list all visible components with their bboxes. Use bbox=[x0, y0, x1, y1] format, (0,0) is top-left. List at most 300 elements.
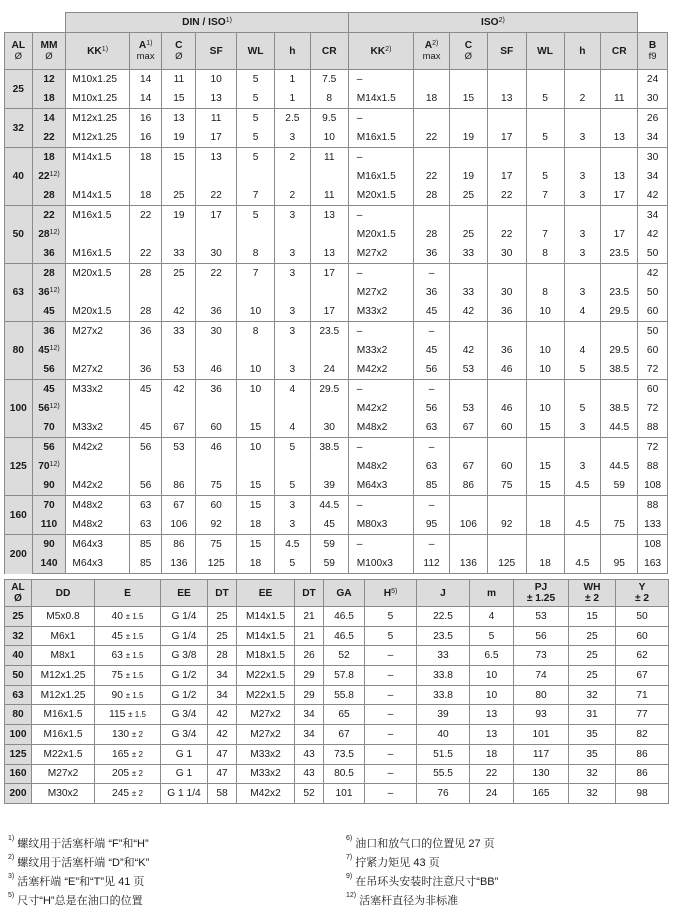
table-cell: 3 bbox=[564, 418, 601, 438]
table-cell: 23.5 bbox=[601, 244, 638, 264]
table-cell: M27x2 bbox=[237, 725, 295, 745]
column-header-sub: Ø bbox=[14, 51, 22, 62]
footnote-text: 油口和放气口的位置见 27 页 bbox=[355, 838, 495, 850]
table-cell: 2 bbox=[274, 148, 310, 168]
table-cell: 50 bbox=[638, 244, 668, 264]
table-cell: – bbox=[348, 148, 413, 168]
table-cell: 33 bbox=[449, 244, 487, 264]
column-header-text: AL bbox=[11, 40, 26, 51]
e-value: 205 bbox=[112, 768, 130, 780]
bore-al-cell: 25 bbox=[5, 607, 32, 627]
bore-al-cell: 32 bbox=[5, 109, 33, 148]
table-cell bbox=[274, 283, 310, 302]
column-header bbox=[569, 580, 616, 607]
table-cell: 36 bbox=[414, 244, 450, 264]
table-row bbox=[5, 607, 669, 627]
table-cell: 39 bbox=[310, 476, 348, 496]
table-cell bbox=[237, 225, 275, 244]
table-cell: M64x3 bbox=[66, 554, 129, 574]
table-cell bbox=[129, 167, 162, 186]
table-cell: 62 bbox=[616, 646, 669, 666]
table-cell: 86 bbox=[162, 476, 196, 496]
table-cell bbox=[449, 264, 487, 284]
table-cell: 88 bbox=[638, 496, 668, 516]
table-cell bbox=[162, 457, 196, 476]
rod-mm-cell bbox=[32, 244, 66, 264]
rod-mm-cell bbox=[32, 264, 66, 284]
group-iso-sup: 2) bbox=[498, 17, 505, 24]
table-cell: G 1/2 bbox=[161, 685, 208, 705]
rod-mm-footnote: 12) bbox=[49, 229, 60, 236]
table-cell: 18 bbox=[470, 744, 514, 764]
table-cell bbox=[449, 380, 487, 400]
table-cell bbox=[449, 70, 487, 90]
rod-mm-value: 36 bbox=[43, 326, 55, 337]
table-cell: 10 bbox=[526, 302, 564, 322]
table-cell: 3 bbox=[274, 302, 310, 322]
table-cell: M12x1.25 bbox=[32, 685, 95, 705]
table-cell: – bbox=[365, 784, 417, 804]
table-cell: 56 bbox=[514, 626, 569, 646]
table-cell: M64x3 bbox=[66, 535, 129, 555]
column-header bbox=[449, 33, 487, 70]
table-row bbox=[5, 360, 668, 380]
table-cell: 25 bbox=[569, 646, 616, 666]
table-cell: – bbox=[348, 438, 413, 458]
table-cell: 43 bbox=[295, 764, 324, 784]
table-cell bbox=[162, 283, 196, 302]
table-cell: 42 bbox=[208, 725, 237, 745]
table-row bbox=[5, 148, 668, 168]
table-row bbox=[5, 128, 668, 148]
table-cell bbox=[526, 535, 564, 555]
column-header bbox=[348, 33, 413, 70]
table-cell: 25 bbox=[569, 626, 616, 646]
table-cell: 5 bbox=[237, 128, 275, 148]
table-cell: 1 bbox=[274, 89, 310, 109]
table-cell: – bbox=[365, 725, 417, 745]
table-cell: 60 bbox=[638, 380, 668, 400]
table-cell: 80.5 bbox=[324, 764, 365, 784]
table-row bbox=[5, 685, 669, 705]
table-cell bbox=[129, 283, 162, 302]
table-cell bbox=[129, 399, 162, 418]
e-value: 130 bbox=[112, 728, 130, 740]
table-cell: M22x1.5 bbox=[237, 666, 295, 686]
table-cell: 39 bbox=[417, 705, 470, 725]
table-cell bbox=[601, 109, 638, 129]
rod-mm-value: 18 bbox=[43, 93, 55, 104]
table-cell: 71 bbox=[616, 685, 669, 705]
table-cell: M20x1.5 bbox=[348, 225, 413, 244]
bore-al-cell: 200 bbox=[5, 535, 33, 574]
table-cell bbox=[129, 341, 162, 360]
rod-mm-value: 90 bbox=[43, 480, 55, 491]
column-header-text: Y bbox=[638, 582, 646, 593]
table-cell: 59 bbox=[310, 535, 348, 555]
table-cell: 22 bbox=[196, 264, 237, 284]
table-cell: 5 bbox=[274, 554, 310, 574]
column-header-text: WH bbox=[583, 582, 601, 593]
table-cell: 45 bbox=[414, 341, 450, 360]
e-tolerance: ± 2 bbox=[131, 729, 143, 739]
footnotes-left bbox=[8, 835, 149, 911]
table-cell: 18 bbox=[237, 554, 275, 574]
column-header bbox=[526, 33, 564, 70]
table-cell: 17 bbox=[487, 167, 526, 186]
rod-mm-cell bbox=[32, 399, 66, 418]
table-cell bbox=[487, 322, 526, 342]
table-cell: 112 bbox=[414, 554, 450, 574]
table-cell: 22 bbox=[487, 186, 526, 206]
table-cell: 10 bbox=[470, 685, 514, 705]
table-cell: 11 bbox=[310, 186, 348, 206]
rod-mm-value: 70 bbox=[38, 461, 50, 472]
table-cell: 34 bbox=[295, 705, 324, 725]
footnote-text: 活塞杆直径为非标准 bbox=[359, 895, 459, 907]
footnote-number: 12) bbox=[346, 892, 357, 899]
column-header bbox=[514, 580, 569, 607]
rod-mm-value: 56 bbox=[43, 364, 55, 375]
table-cell: M14x1.5 bbox=[66, 186, 129, 206]
column-header-text: KK bbox=[87, 45, 102, 57]
table-cell bbox=[129, 225, 162, 244]
column-header bbox=[295, 580, 324, 607]
table-cell bbox=[237, 399, 275, 418]
table-cell: 86 bbox=[449, 476, 487, 496]
table-cell bbox=[564, 264, 601, 284]
e-tolerance: ± 1.5 bbox=[125, 651, 144, 661]
table-cell: 35 bbox=[569, 725, 616, 745]
table-cell: – bbox=[348, 264, 413, 284]
column-header bbox=[417, 580, 470, 607]
table-cell: 30 bbox=[638, 148, 668, 168]
table-cell: 11 bbox=[310, 148, 348, 168]
table-row bbox=[5, 476, 668, 496]
rod-mm-value: 56 bbox=[43, 442, 55, 453]
table-cell: M42x2 bbox=[66, 476, 129, 496]
table-cell bbox=[237, 167, 275, 186]
table-cell: 13 bbox=[601, 167, 638, 186]
rod-mm-cell bbox=[32, 89, 66, 109]
table-cell: 17 bbox=[310, 264, 348, 284]
table-cell: 8 bbox=[526, 244, 564, 264]
table-cell: 8 bbox=[237, 244, 275, 264]
table-cell bbox=[526, 264, 564, 284]
column-header-sup: 2) bbox=[385, 45, 392, 53]
column-header-text: CR bbox=[611, 45, 627, 57]
table-cell bbox=[129, 457, 162, 476]
table-row bbox=[5, 244, 668, 264]
column-header bbox=[162, 33, 196, 70]
table-cell: M48x2 bbox=[348, 457, 413, 476]
table-row bbox=[5, 457, 668, 476]
column-header bbox=[5, 580, 32, 607]
rod-mm-cell bbox=[32, 283, 66, 302]
table-cell: – bbox=[414, 496, 450, 516]
table-cell: 5 bbox=[237, 206, 275, 226]
bore-al-cell: 160 bbox=[5, 764, 32, 784]
table-cell: G 1/4 bbox=[161, 607, 208, 627]
table-cell: – bbox=[348, 322, 413, 342]
table-cell: 22.5 bbox=[417, 607, 470, 627]
table-cell: 5 bbox=[564, 399, 601, 418]
table-cell: 33 bbox=[417, 646, 470, 666]
table-cell: 15 bbox=[526, 457, 564, 476]
table-cell bbox=[274, 341, 310, 360]
table-cell: M33x2 bbox=[66, 418, 129, 438]
table-cell bbox=[526, 109, 564, 129]
table-cell: M16x1.5 bbox=[348, 167, 413, 186]
table-cell: 5 bbox=[274, 476, 310, 496]
table-cell: 92 bbox=[487, 515, 526, 535]
table-cell: 5 bbox=[564, 360, 601, 380]
table-cell: 46.5 bbox=[324, 626, 365, 646]
table-cell: 6.5 bbox=[470, 646, 514, 666]
table-cell: 15 bbox=[449, 89, 487, 109]
table-cell: 130 bbox=[514, 764, 569, 784]
column-header bbox=[470, 580, 514, 607]
table-cell: 25 bbox=[449, 186, 487, 206]
table-cell bbox=[310, 283, 348, 302]
table-cell: M27x2 bbox=[32, 764, 95, 784]
e-value: 45 bbox=[111, 630, 123, 642]
rod-mm-value: 28 bbox=[43, 190, 55, 201]
table-cell: 13 bbox=[310, 206, 348, 226]
table-row bbox=[5, 225, 668, 244]
e-tolerance: ± 1.5 bbox=[125, 631, 144, 641]
table-cell: 75 bbox=[601, 515, 638, 535]
table-cell: – bbox=[348, 109, 413, 129]
table-cell: M42x2 bbox=[348, 360, 413, 380]
table-cell: M48x2 bbox=[66, 496, 129, 516]
table-cell bbox=[449, 206, 487, 226]
table-cell: 8 bbox=[526, 283, 564, 302]
table-cell: 3 bbox=[274, 264, 310, 284]
table-cell bbox=[564, 109, 601, 129]
table-cell: 3 bbox=[564, 244, 601, 264]
table-cell: 7 bbox=[526, 225, 564, 244]
table-cell: 65 bbox=[324, 705, 365, 725]
table-cell bbox=[526, 70, 564, 90]
table-cell bbox=[162, 167, 196, 186]
table-cell: 46 bbox=[196, 360, 237, 380]
table-cell: 53 bbox=[449, 360, 487, 380]
table-cell: 17 bbox=[601, 225, 638, 244]
table-cell bbox=[95, 725, 161, 745]
table-cell bbox=[601, 438, 638, 458]
table-cell bbox=[487, 148, 526, 168]
column-header-text: GA bbox=[336, 587, 352, 599]
group-din-iso bbox=[66, 13, 348, 33]
table-cell: 8 bbox=[310, 89, 348, 109]
table-cell: 45 bbox=[129, 380, 162, 400]
table-cell: M64x3 bbox=[348, 476, 413, 496]
column-header-text: EE bbox=[258, 587, 273, 599]
table-cell: 29.5 bbox=[601, 341, 638, 360]
table-row bbox=[5, 264, 668, 284]
table-cell: M12x1.25 bbox=[66, 128, 129, 148]
table-cell: 117 bbox=[514, 744, 569, 764]
table-cell: M14x1.5 bbox=[237, 626, 295, 646]
table-cell: 18 bbox=[526, 554, 564, 574]
column-header bbox=[66, 33, 129, 70]
table-cell: 34 bbox=[208, 685, 237, 705]
column-header-text: MM bbox=[40, 40, 58, 51]
table-cell: 55.5 bbox=[417, 764, 470, 784]
table-cell: 5 bbox=[526, 167, 564, 186]
table-cell: 3 bbox=[564, 225, 601, 244]
table-row bbox=[5, 646, 669, 666]
bore-al-cell: 160 bbox=[5, 496, 33, 535]
table-row bbox=[5, 283, 668, 302]
column-header bbox=[414, 33, 450, 70]
table-cell bbox=[162, 399, 196, 418]
table-row bbox=[5, 186, 668, 206]
rod-mm-cell bbox=[32, 496, 66, 516]
column-header-text: CR bbox=[321, 45, 337, 57]
table-cell: M12x1.25 bbox=[32, 666, 95, 686]
table-cell: M16x1.5 bbox=[32, 705, 95, 725]
rod-mm-value: 22 bbox=[43, 210, 55, 221]
column-header-sup: 2) bbox=[432, 40, 439, 47]
table-cell: 3 bbox=[564, 167, 601, 186]
table-cell bbox=[487, 206, 526, 226]
table-cell: 46 bbox=[196, 438, 237, 458]
table-cell: 36 bbox=[196, 302, 237, 322]
table-cell: 34 bbox=[638, 206, 668, 226]
table-cell: 3 bbox=[274, 515, 310, 535]
table-cell: 60 bbox=[616, 626, 669, 646]
rod-mm-cell bbox=[32, 225, 66, 244]
table-cell: 36 bbox=[487, 341, 526, 360]
table-cell: 3 bbox=[564, 186, 601, 206]
table-cell: 5 bbox=[237, 70, 275, 90]
table-cell: M48x2 bbox=[66, 515, 129, 535]
table-cell: 56 bbox=[129, 438, 162, 458]
table-cell: 4.5 bbox=[274, 535, 310, 555]
table-cell: 47 bbox=[208, 744, 237, 764]
table-cell: 42 bbox=[162, 380, 196, 400]
rod-mm-cell bbox=[32, 70, 66, 90]
footnote-text: 活塞杆端 “E”和“T”见 41 页 bbox=[17, 876, 145, 888]
table-cell: 22 bbox=[414, 128, 450, 148]
table-cell: 18 bbox=[129, 186, 162, 206]
column-header bbox=[196, 33, 237, 70]
table-cell bbox=[237, 341, 275, 360]
column-header bbox=[616, 580, 669, 607]
table-cell: 3 bbox=[274, 206, 310, 226]
table-row bbox=[5, 626, 669, 646]
rod-mm-value: 70 bbox=[43, 500, 55, 511]
table-cell: 24 bbox=[470, 784, 514, 804]
table-cell: 15 bbox=[237, 496, 275, 516]
rod-mm-cell bbox=[32, 476, 66, 496]
rod-mm-value: 110 bbox=[40, 519, 58, 530]
table-cell: M48x2 bbox=[348, 418, 413, 438]
table-cell: 28 bbox=[414, 186, 450, 206]
table-cell: 25 bbox=[569, 666, 616, 686]
column-header-text: AL bbox=[11, 582, 25, 593]
column-header-sub: max bbox=[422, 51, 441, 62]
table-cell: 63 bbox=[129, 496, 162, 516]
table-cell: 5 bbox=[526, 128, 564, 148]
table-cell: 75 bbox=[487, 476, 526, 496]
table-cell: M14x1.5 bbox=[66, 148, 129, 168]
table-cell: 67 bbox=[616, 666, 669, 686]
table-cell bbox=[564, 380, 601, 400]
table-cell: M27x2 bbox=[237, 705, 295, 725]
table-cell: 36 bbox=[487, 302, 526, 322]
table-cell: 165 bbox=[514, 784, 569, 804]
table-cell: 50 bbox=[638, 322, 668, 342]
table-cell: 5 bbox=[274, 438, 310, 458]
dimension-table-din-iso bbox=[4, 12, 668, 574]
table-cell: 52 bbox=[324, 646, 365, 666]
column-header-text: WL bbox=[537, 45, 553, 57]
rod-mm-cell bbox=[32, 341, 66, 360]
table-cell bbox=[310, 457, 348, 476]
table-row bbox=[5, 496, 668, 516]
table-cell: M27x2 bbox=[348, 283, 413, 302]
table-cell: M20x1.5 bbox=[348, 186, 413, 206]
table-cell: – bbox=[348, 380, 413, 400]
table-cell: 73.5 bbox=[324, 744, 365, 764]
table-cell: 82 bbox=[616, 725, 669, 745]
table-cell: 56 bbox=[129, 476, 162, 496]
table-cell: 163 bbox=[638, 554, 668, 574]
table-cell: 5 bbox=[470, 626, 514, 646]
table-cell: M16x1.5 bbox=[66, 206, 129, 226]
table-cell: G 3/8 bbox=[161, 646, 208, 666]
table-cell: 98 bbox=[616, 784, 669, 804]
column-header-sub: f9 bbox=[648, 51, 657, 62]
table-cell: 18 bbox=[526, 515, 564, 535]
rod-mm-cell bbox=[32, 167, 66, 186]
table-cell: 45 bbox=[414, 302, 450, 322]
table-cell: 32 bbox=[569, 764, 616, 784]
table-cell bbox=[237, 457, 275, 476]
table-cell: 33 bbox=[162, 244, 196, 264]
table-cell: 101 bbox=[324, 784, 365, 804]
table-cell: 55.8 bbox=[324, 685, 365, 705]
table-cell: 46 bbox=[487, 360, 526, 380]
table-cell bbox=[564, 496, 601, 516]
table-cell bbox=[95, 705, 161, 725]
table-cell bbox=[66, 167, 129, 186]
table-cell bbox=[274, 225, 310, 244]
table-cell: 33 bbox=[162, 322, 196, 342]
table-cell: 18 bbox=[414, 89, 450, 109]
table-cell: 106 bbox=[449, 515, 487, 535]
footnote bbox=[8, 854, 149, 873]
rod-mm-value: 45 bbox=[43, 384, 55, 395]
table-cell: M18x1.5 bbox=[237, 646, 295, 666]
rod-mm-value: 36 bbox=[43, 248, 55, 259]
column-header-text: EE bbox=[177, 587, 191, 599]
table-cell: 43 bbox=[295, 744, 324, 764]
table-cell: 31 bbox=[569, 705, 616, 725]
column-header-text: PJ bbox=[534, 582, 548, 593]
table-cell: – bbox=[348, 496, 413, 516]
table-cell bbox=[601, 380, 638, 400]
table-cell: 46.5 bbox=[324, 607, 365, 627]
column-header bbox=[237, 580, 295, 607]
table-cell: 38.5 bbox=[601, 399, 638, 418]
column-header-text: DT bbox=[302, 587, 316, 599]
table-cell: 93 bbox=[514, 705, 569, 725]
table-cell: 3 bbox=[564, 457, 601, 476]
